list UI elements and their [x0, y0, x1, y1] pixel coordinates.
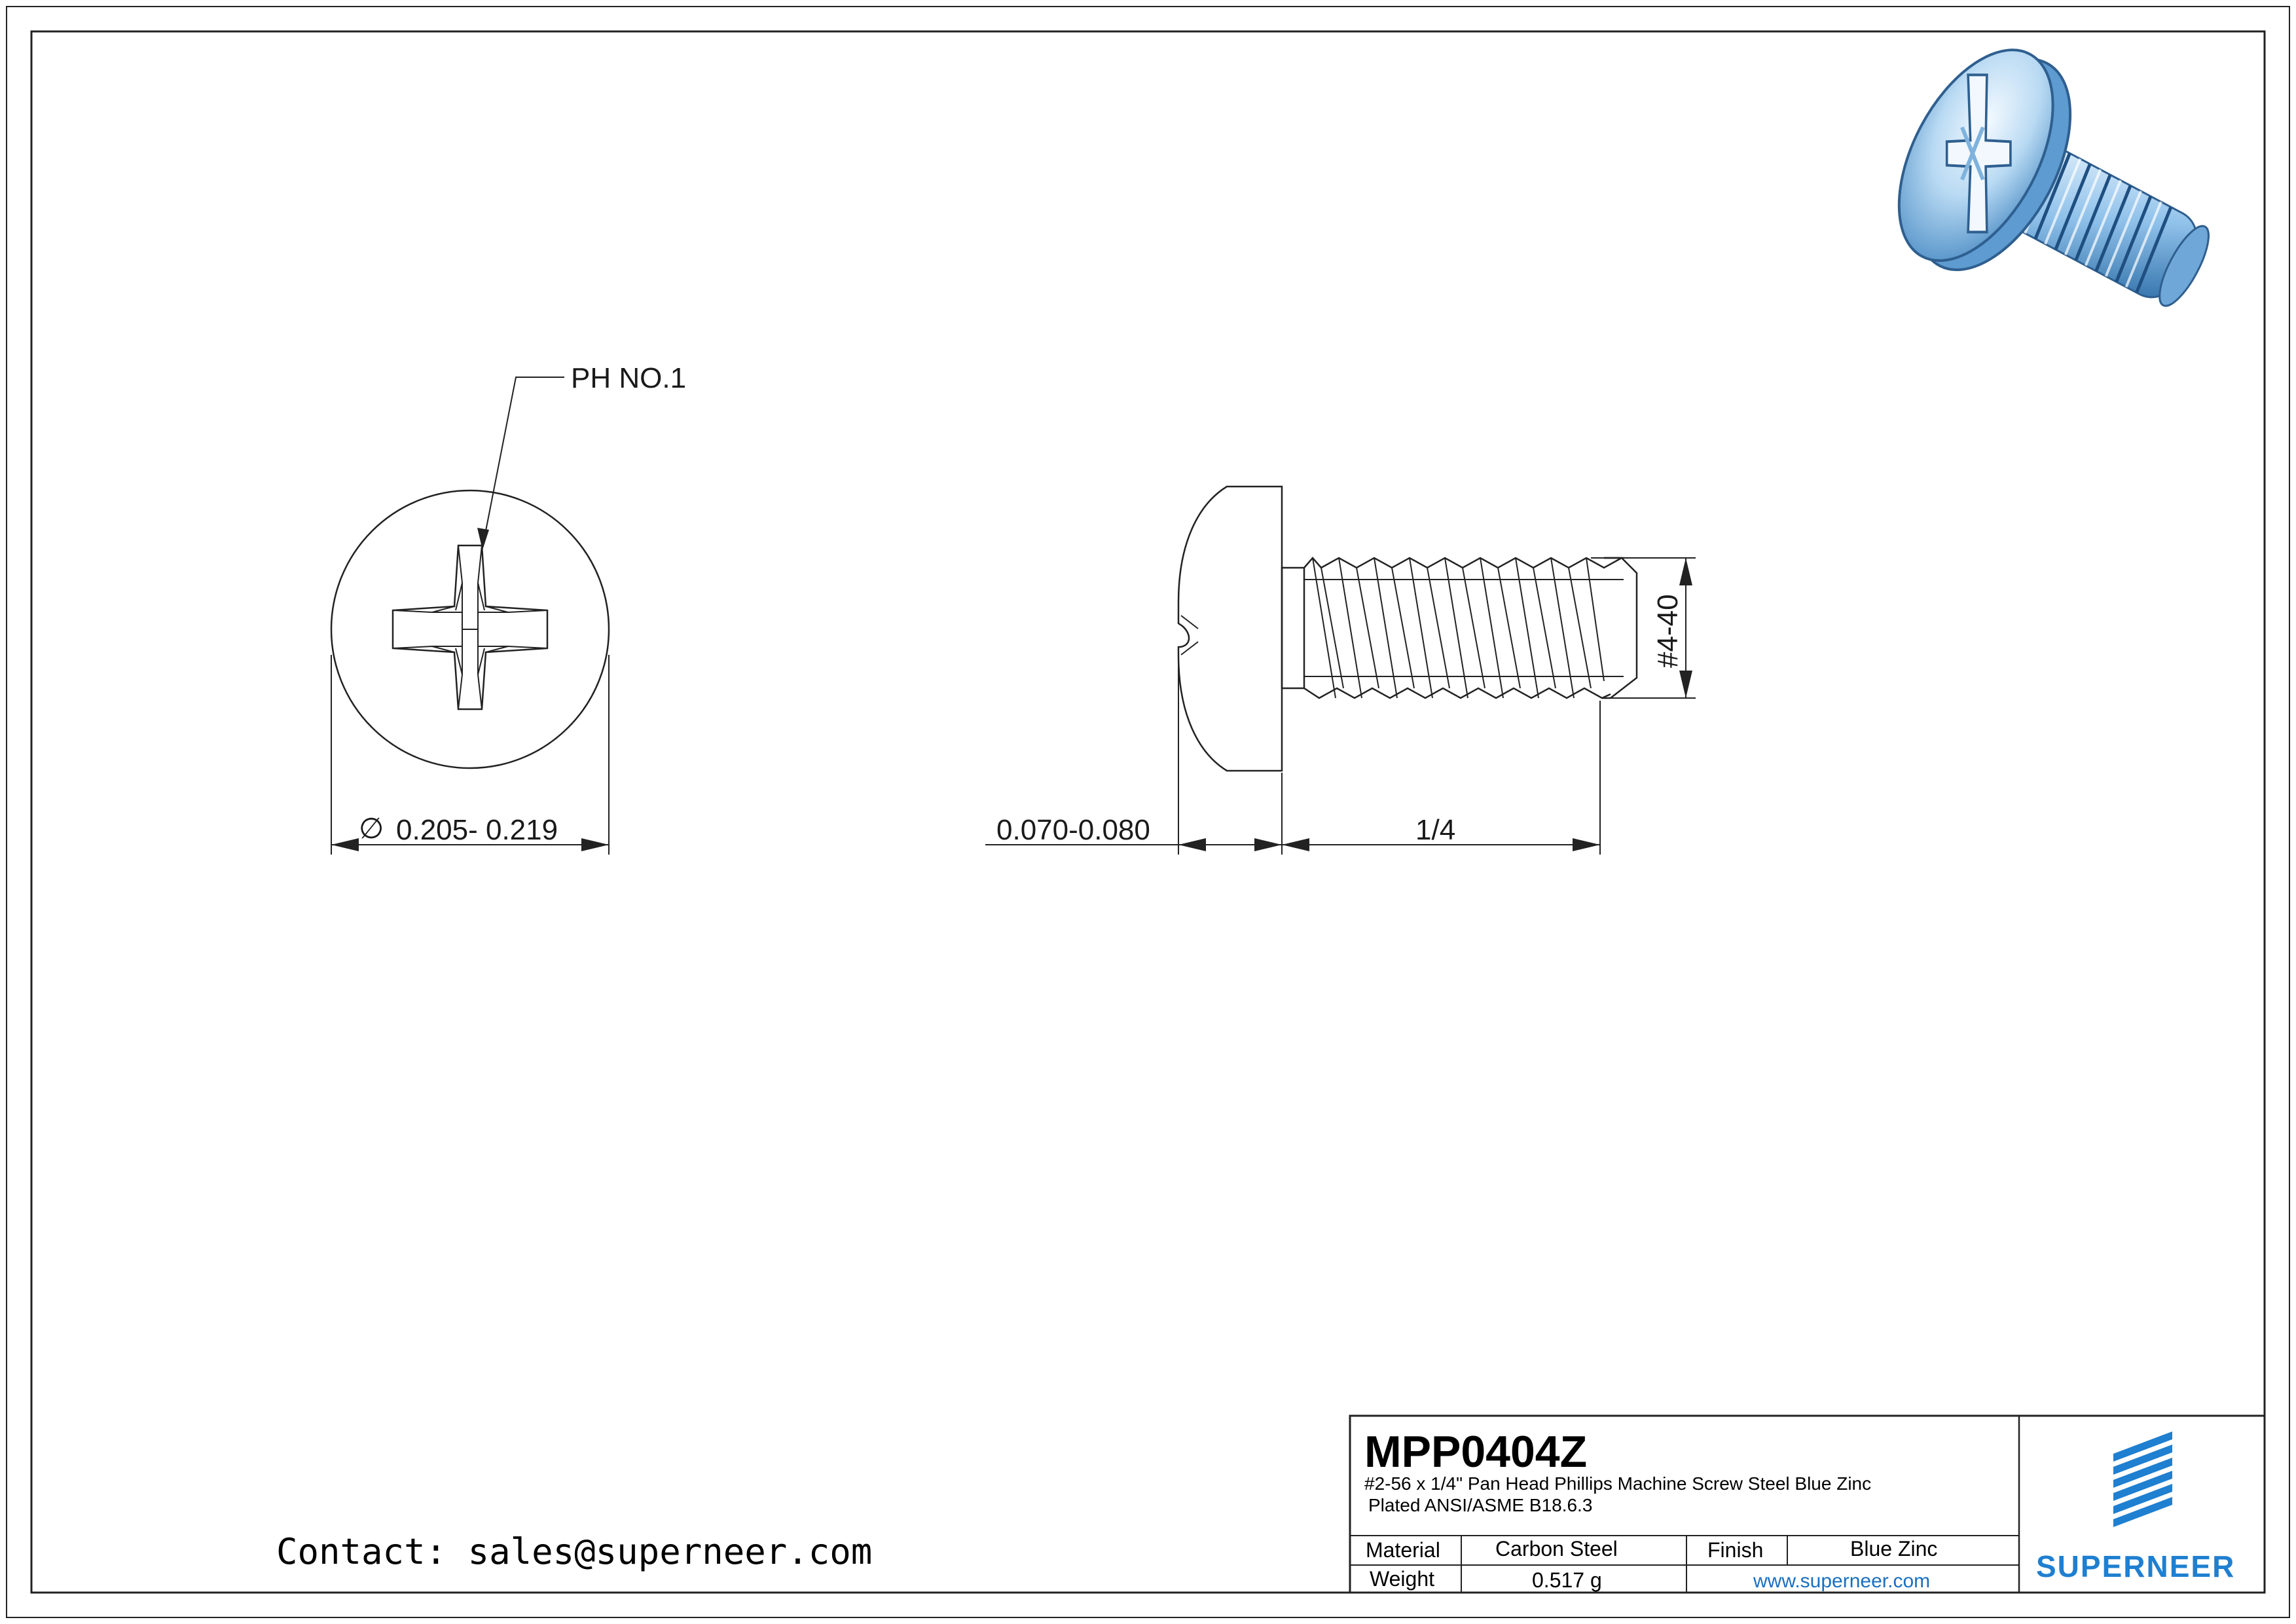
phillips-cross-outline — [393, 545, 547, 709]
drive-callout-label: PH NO.1 — [571, 362, 687, 394]
thread-section — [1304, 558, 1637, 698]
screw-3d-render-icon — [1866, 24, 2250, 374]
recess-center — [462, 612, 478, 646]
thread-arrow-top — [1679, 558, 1692, 585]
material-label: Material — [1366, 1538, 1440, 1562]
title-block — [1350, 1416, 2265, 1593]
weight-label: Weight — [1370, 1567, 1435, 1591]
weight-value: 0.517 g — [1532, 1568, 1602, 1592]
diameter-arrow-left — [331, 838, 359, 851]
shank-neck — [1282, 568, 1304, 688]
pan-head-profile — [1178, 487, 1282, 771]
length-arrow-right — [1573, 838, 1600, 851]
head-height-arrow-right — [1254, 838, 1282, 851]
thread-crest-top — [1304, 558, 1622, 568]
length-label: 1/4 — [1415, 814, 1456, 846]
contact-line: Contact: sales@superneer.com — [276, 1531, 873, 1572]
side-view — [985, 487, 1696, 855]
drive-callout-leader — [483, 377, 564, 547]
head-slot-hint-2 — [1181, 642, 1198, 655]
length-arrow-left — [1282, 838, 1309, 851]
material-value: Carbon Steel — [1495, 1537, 1618, 1560]
thread-crest-bottom — [1304, 688, 1611, 698]
head-top-view — [331, 362, 686, 855]
thread-arrow-bottom — [1679, 671, 1692, 698]
head-height-arrow-left — [1178, 838, 1206, 851]
head-height-label: 0.070-0.080 — [996, 814, 1150, 846]
drive-callout-arrowhead — [477, 528, 489, 550]
diameter-symbol: ∅ — [359, 813, 384, 845]
diameter-arrow-right — [581, 838, 609, 851]
part-number: MPP0404Z — [1364, 1427, 1588, 1477]
part-description-line1: #2-56 x 1/4" Pan Head Phillips Machine Screw Steel Blue Zinc — [1364, 1473, 1872, 1494]
phillips-recess-inner — [393, 545, 547, 709]
website-link[interactable]: www.superneer.com — [1753, 1570, 1931, 1592]
diameter-label: 0.205- 0.219 — [396, 814, 558, 846]
brand-name: SUPERNEER — [2036, 1549, 2236, 1583]
finish-value: Blue Zinc — [1850, 1537, 1938, 1560]
inner-border — [31, 31, 2265, 1593]
finish-label: Finish — [1707, 1538, 1764, 1562]
thread-size-label: #4-40 — [1652, 594, 1684, 668]
part-description-line2: Plated ANSI/ASME B18.6.3 — [1368, 1495, 1593, 1515]
